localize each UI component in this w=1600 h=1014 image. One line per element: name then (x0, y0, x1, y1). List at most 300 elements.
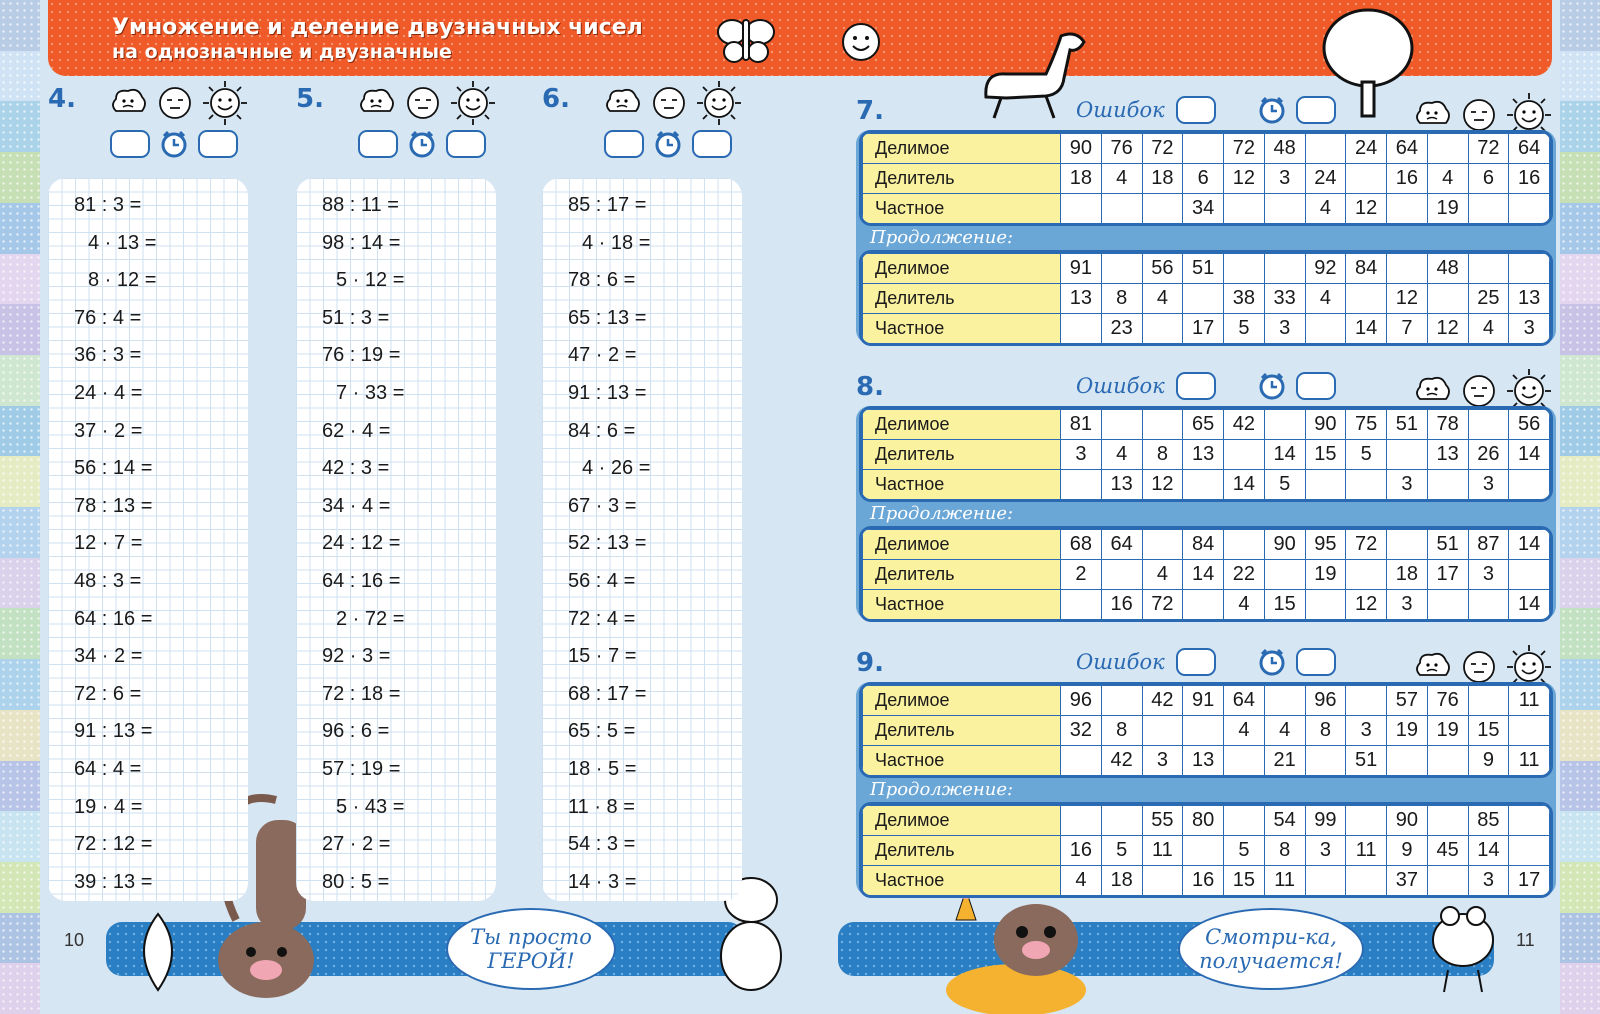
left-decorative-stripe (0, 0, 40, 1014)
exercise-4-time-slot[interactable] (198, 130, 238, 158)
neutral-face-icon[interactable] (1462, 98, 1496, 132)
equation: 84 : 6 = (568, 419, 636, 442)
value-cell: 13 (1061, 284, 1102, 314)
exercise-number: 5. (296, 84, 324, 114)
answer-cell[interactable] (1387, 530, 1428, 560)
value-cell: 12 (1346, 194, 1387, 224)
value-cell: 72 (1142, 134, 1183, 164)
answer-cell[interactable] (1346, 284, 1387, 314)
equation: 4 · 13 = (88, 231, 157, 254)
answer-cell[interactable] (1305, 746, 1346, 776)
stripe-segment (0, 101, 40, 152)
equation: 62 · 4 = (322, 419, 391, 442)
answer-cell[interactable] (1346, 806, 1387, 836)
value-cell: 64 (1224, 686, 1265, 716)
value-cell: 5 (1346, 440, 1387, 470)
value-cell: 80 (1183, 806, 1224, 836)
value-cell: 24 (1305, 164, 1346, 194)
equation: 42 : 3 = (322, 457, 390, 480)
value-cell: 3 (1305, 836, 1346, 866)
cloud-face-icon[interactable] (356, 85, 396, 121)
stripe-segment (0, 761, 40, 812)
value-cell: 90 (1264, 530, 1305, 560)
value-cell: 13 (1183, 440, 1224, 470)
stripe-segment (1560, 406, 1600, 457)
timer-wrapper (1258, 372, 1286, 404)
value-cell: 4 (1468, 314, 1509, 344)
sun-face-icon[interactable] (450, 80, 496, 126)
answer-cell[interactable] (1346, 560, 1387, 590)
alarm-clock-icon (408, 130, 436, 158)
answer-cell[interactable] (1183, 716, 1224, 746)
value-cell: 42 (1101, 746, 1142, 776)
row-label: Делимое (863, 134, 1061, 164)
value-cell: 8 (1305, 716, 1346, 746)
value-cell: 22 (1224, 560, 1265, 590)
answer-cell[interactable] (1183, 470, 1224, 500)
stripe-segment (0, 963, 40, 1014)
value-cell: 64 (1387, 134, 1428, 164)
equation: 8 · 12 = (88, 269, 157, 292)
timer-wrapper (1258, 648, 1286, 680)
value-cell: 16 (1509, 164, 1550, 194)
stripe-segment (1560, 558, 1600, 609)
answer-cell[interactable] (1387, 746, 1428, 776)
answer-cell[interactable] (1224, 806, 1265, 836)
answer-cell[interactable] (1509, 470, 1550, 500)
equation: 18 · 5 = (568, 758, 637, 780)
value-cell: 34 (1183, 194, 1224, 224)
value-cell: 51 (1183, 254, 1224, 284)
value-cell: 91 (1183, 686, 1224, 716)
value-cell: 15 (1264, 590, 1305, 620)
answer-cell[interactable] (1468, 410, 1509, 440)
equation: 72 : 12 = (74, 833, 153, 856)
answer-cell[interactable] (1427, 806, 1468, 836)
answer-cell[interactable] (1101, 254, 1142, 284)
value-cell: 3 (1061, 440, 1102, 470)
value-cell: 75 (1346, 410, 1387, 440)
value-cell: 96 (1061, 686, 1102, 716)
bottom-band-right (838, 922, 1494, 976)
value-cell: 3 (1264, 314, 1305, 344)
equation: 12 · 7 = (74, 532, 143, 555)
time-slot[interactable] (1296, 372, 1336, 400)
bubble-right-line-1: Смотри-ка, (1205, 925, 1337, 949)
row-label: Частное (863, 746, 1061, 776)
answer-cell[interactable] (1427, 284, 1468, 314)
answer-cell[interactable] (1305, 134, 1346, 164)
answer-cell[interactable] (1264, 194, 1305, 224)
exercise-6-time-slot[interactable] (692, 130, 732, 158)
value-cell: 33 (1264, 284, 1305, 314)
continuation-label: Продолжение: (870, 503, 1014, 524)
equation: 37 · 2 = (74, 419, 143, 442)
table-part1 (859, 406, 1553, 502)
value-cell: 12 (1346, 590, 1387, 620)
row-label: Делитель (863, 284, 1061, 314)
value-cell: 14 (1509, 590, 1550, 620)
cloud-face-icon[interactable] (1412, 97, 1452, 133)
leaf-icon (128, 910, 188, 994)
value-cell: 12 (1142, 470, 1183, 500)
cloud-face-icon[interactable] (602, 85, 642, 121)
value-cell: 19 (1305, 560, 1346, 590)
value-cell: 4 (1061, 866, 1102, 896)
answer-cell[interactable] (1509, 254, 1550, 284)
neutral-face-icon[interactable] (1462, 650, 1496, 684)
value-cell: 19 (1427, 194, 1468, 224)
errors-label: Ошибок (1076, 98, 1165, 122)
stripe-segment (1560, 710, 1600, 761)
answer-cell[interactable] (1224, 440, 1265, 470)
neutral-face-icon[interactable] (1462, 374, 1496, 408)
time-slot[interactable] (1296, 96, 1336, 124)
exercise-5-errors-slot[interactable] (358, 130, 398, 158)
equation: 72 : 4 = (568, 607, 636, 630)
equation: 65 : 5 = (568, 720, 636, 743)
value-cell: 4 (1305, 284, 1346, 314)
stripe-segment (0, 456, 40, 507)
answer-cell[interactable] (1305, 590, 1346, 620)
value-cell: 12 (1427, 314, 1468, 344)
equation: 64 : 4 = (74, 758, 142, 780)
value-cell: 18 (1387, 560, 1428, 590)
value-cell: 16 (1387, 164, 1428, 194)
answer-cell[interactable] (1387, 194, 1428, 224)
value-cell: 4 (1142, 284, 1183, 314)
stripe-segment (0, 203, 40, 254)
answer-cell[interactable] (1387, 440, 1428, 470)
value-cell: 4 (1224, 716, 1265, 746)
answer-cell[interactable] (1224, 530, 1265, 560)
value-cell: 17 (1427, 560, 1468, 590)
answer-cell[interactable] (1427, 866, 1468, 896)
value-cell: 57 (1387, 686, 1428, 716)
value-cell: 87 (1468, 530, 1509, 560)
page-title (112, 16, 643, 64)
value-cell: 11 (1142, 836, 1183, 866)
equation: 34 · 4 = (322, 494, 391, 517)
value-cell: 8 (1264, 836, 1305, 866)
equation: 4 · 18 = (582, 231, 651, 254)
equation: 81 : 3 = (74, 194, 142, 216)
butterfly-icon (716, 6, 776, 68)
equation: 5 · 43 = (336, 795, 405, 818)
equation: 51 : 3 = (322, 306, 390, 329)
value-cell: 14 (1346, 314, 1387, 344)
row-label: Частное (863, 866, 1061, 896)
equation: 72 : 6 = (74, 682, 142, 705)
table-frame (856, 406, 1556, 620)
answer-cell[interactable] (1101, 560, 1142, 590)
answer-cell[interactable] (1346, 470, 1387, 500)
alarm-clock-icon (160, 130, 188, 158)
stripe-segment (0, 558, 40, 609)
answer-cell[interactable] (1183, 590, 1224, 620)
value-cell: 19 (1387, 716, 1428, 746)
stripe-segment (0, 406, 40, 457)
value-cell: 9 (1468, 746, 1509, 776)
answer-cell[interactable] (1509, 836, 1550, 866)
value-cell: 3 (1387, 590, 1428, 620)
value-cell: 42 (1224, 410, 1265, 440)
value-cell: 8 (1142, 440, 1183, 470)
value-cell: 4 (1305, 194, 1346, 224)
value-cell: 17 (1509, 866, 1550, 896)
stripe-segment (1560, 659, 1600, 710)
answer-cell[interactable] (1427, 746, 1468, 776)
equation: 78 : 6 = (568, 269, 636, 292)
stripe-segment (1560, 608, 1600, 659)
answer-cell[interactable] (1142, 530, 1183, 560)
answer-cell[interactable] (1224, 254, 1265, 284)
exercise-number: 9. (856, 648, 884, 678)
equation: 52 : 13 = (568, 532, 647, 555)
stripe-segment (1560, 355, 1600, 406)
equation: 92 · 3 = (322, 645, 391, 668)
answer-cell[interactable] (1305, 314, 1346, 344)
value-cell: 3 (1142, 746, 1183, 776)
equation: 76 : 4 = (74, 306, 142, 329)
value-cell: 4 (1101, 440, 1142, 470)
answer-cell[interactable] (1427, 470, 1468, 500)
table-part2 (859, 526, 1553, 622)
value-cell: 16 (1061, 836, 1102, 866)
answer-cell[interactable] (1224, 746, 1265, 776)
stripe-segment (1560, 101, 1600, 152)
answer-cell[interactable] (1468, 590, 1509, 620)
neutral-face-icon[interactable] (406, 86, 440, 120)
value-cell: 72 (1346, 530, 1387, 560)
answer-cell[interactable] (1061, 806, 1102, 836)
sun-face-icon[interactable] (202, 80, 248, 126)
value-cell: 3 (1468, 560, 1509, 590)
encouragement-bubble-left (446, 908, 616, 990)
value-cell: 8 (1101, 716, 1142, 746)
equation: 80 : 5 = (322, 870, 390, 893)
answer-cell[interactable] (1224, 194, 1265, 224)
stripe-segment (0, 811, 40, 862)
answer-cell[interactable] (1142, 194, 1183, 224)
answer-cell[interactable] (1061, 314, 1102, 344)
table-part2 (859, 802, 1553, 898)
equation: 64 : 16 = (74, 607, 153, 630)
value-cell: 13 (1509, 284, 1550, 314)
row-label: Делитель (863, 716, 1061, 746)
value-cell: 7 (1387, 314, 1428, 344)
answer-cell[interactable] (1346, 164, 1387, 194)
continuation-label: Продолжение: (870, 227, 1014, 248)
answer-cell[interactable] (1305, 866, 1346, 896)
value-cell: 4 (1264, 716, 1305, 746)
page-number-left: 10 (64, 930, 85, 950)
page-number-right: 11 (1516, 930, 1535, 950)
answer-cell[interactable] (1509, 806, 1550, 836)
answer-cell[interactable] (1387, 254, 1428, 284)
value-cell: 4 (1101, 164, 1142, 194)
value-cell: 5 (1264, 470, 1305, 500)
equation: 36 : 3 = (74, 344, 142, 367)
row-label: Делимое (863, 530, 1061, 560)
row-label: Частное (863, 470, 1061, 500)
stripe-segment (0, 51, 40, 102)
value-cell: 4 (1142, 560, 1183, 590)
errors-label: Ошибок (1076, 374, 1165, 398)
answer-cell[interactable] (1427, 134, 1468, 164)
value-cell: 14 (1509, 440, 1550, 470)
stripe-segment (1560, 254, 1600, 305)
value-cell: 23 (1101, 314, 1142, 344)
value-cell: 32 (1061, 716, 1102, 746)
exercise-4-errors-slot[interactable] (110, 130, 150, 158)
cloud-face-icon[interactable] (108, 85, 148, 121)
answer-cell[interactable] (1264, 560, 1305, 590)
value-cell: 3 (1468, 470, 1509, 500)
errors-count-slot[interactable] (1176, 648, 1216, 676)
answer-cell[interactable] (1061, 590, 1102, 620)
neutral-face-icon[interactable] (158, 86, 192, 120)
value-cell: 64 (1101, 530, 1142, 560)
stripe-segment (0, 710, 40, 761)
value-cell: 26 (1468, 440, 1509, 470)
value-cell: 19 (1427, 716, 1468, 746)
answer-cell[interactable] (1264, 254, 1305, 284)
answer-cell[interactable] (1101, 686, 1142, 716)
stripe-segment (0, 254, 40, 305)
answer-cell[interactable] (1264, 686, 1305, 716)
answer-cell[interactable] (1142, 314, 1183, 344)
value-cell: 90 (1305, 410, 1346, 440)
value-cell: 13 (1183, 746, 1224, 776)
answer-cell[interactable] (1142, 410, 1183, 440)
cloud-face-icon[interactable] (1412, 373, 1452, 409)
answer-cell[interactable] (1183, 134, 1224, 164)
neutral-face-icon[interactable] (652, 86, 686, 120)
equation: 91 : 13 = (568, 382, 647, 404)
value-cell: 5 (1224, 314, 1265, 344)
answer-cell[interactable] (1183, 836, 1224, 866)
exercise-5-mood-icons (356, 80, 496, 126)
value-cell: 11 (1509, 686, 1550, 716)
bubble-right-line-2: получается! (1199, 949, 1343, 973)
value-cell: 68 (1061, 530, 1102, 560)
exercise-6-errors-slot[interactable] (604, 130, 644, 158)
equation: 24 : 12 = (322, 532, 401, 555)
answer-cell[interactable] (1468, 254, 1509, 284)
stripe-segment (0, 862, 40, 913)
value-cell: 14 (1264, 440, 1305, 470)
stripe-segment (1560, 507, 1600, 558)
answer-cell[interactable] (1061, 194, 1102, 224)
answer-cell[interactable] (1427, 590, 1468, 620)
equation: 67 · 3 = (568, 494, 637, 517)
answer-cell[interactable] (1468, 686, 1509, 716)
answer-cell[interactable] (1142, 716, 1183, 746)
alarm-clock-icon (1258, 96, 1286, 124)
answer-cell[interactable] (1183, 284, 1224, 314)
stripe-segment (1560, 963, 1600, 1014)
stripe-segment (0, 659, 40, 710)
value-cell: 14 (1183, 560, 1224, 590)
value-cell: 92 (1305, 254, 1346, 284)
value-cell: 78 (1427, 410, 1468, 440)
answer-cell[interactable] (1101, 194, 1142, 224)
equation: 76 : 19 = (322, 344, 401, 367)
answer-cell[interactable] (1305, 470, 1346, 500)
answer-cell[interactable] (1101, 410, 1142, 440)
stripe-segment (0, 608, 40, 659)
answer-cell[interactable] (1061, 470, 1102, 500)
value-cell: 18 (1101, 866, 1142, 896)
value-cell: 99 (1305, 806, 1346, 836)
cloud-face-icon[interactable] (1412, 649, 1452, 685)
answer-cell[interactable] (1509, 716, 1550, 746)
answer-cell[interactable] (1142, 866, 1183, 896)
stripe-segment (1560, 152, 1600, 203)
value-cell: 91 (1061, 254, 1102, 284)
time-slot[interactable] (1296, 648, 1336, 676)
answer-cell[interactable] (1264, 410, 1305, 440)
equation: 2 · 72 = (336, 607, 405, 630)
equation: 64 : 16 = (322, 570, 401, 592)
value-cell: 4 (1427, 164, 1468, 194)
exercise-5-answer-slots (358, 130, 486, 158)
equation: 98 : 14 = (322, 231, 401, 254)
answer-cell[interactable] (1468, 194, 1509, 224)
value-cell: 48 (1264, 134, 1305, 164)
timer-wrapper (1258, 96, 1286, 128)
equation: 72 : 18 = (322, 682, 401, 705)
equation: 56 : 4 = (568, 570, 636, 592)
answer-cell[interactable] (1509, 194, 1550, 224)
answer-cell[interactable] (1101, 806, 1142, 836)
value-cell: 11 (1264, 866, 1305, 896)
answer-cell[interactable] (1346, 686, 1387, 716)
value-cell: 3 (1346, 716, 1387, 746)
equation: 57 : 19 = (322, 758, 401, 780)
value-cell: 65 (1183, 410, 1224, 440)
row-label: Частное (863, 314, 1061, 344)
answer-cell[interactable] (1061, 746, 1102, 776)
value-cell: 42 (1142, 686, 1183, 716)
value-cell: 56 (1509, 410, 1550, 440)
answer-cell[interactable] (1509, 560, 1550, 590)
value-cell: 72 (1142, 590, 1183, 620)
value-cell: 72 (1224, 134, 1265, 164)
value-cell: 54 (1264, 806, 1305, 836)
value-cell: 56 (1142, 254, 1183, 284)
value-cell: 84 (1346, 254, 1387, 284)
bubble-left-line-1: Ты просто (470, 925, 592, 949)
value-cell: 21 (1264, 746, 1305, 776)
row-label: Делимое (863, 686, 1061, 716)
equation: 34 · 2 = (74, 645, 143, 668)
answer-cell[interactable] (1346, 866, 1387, 896)
errors-count-slot[interactable] (1176, 96, 1216, 124)
value-cell: 12 (1387, 284, 1428, 314)
equation: 4 · 26 = (582, 457, 651, 480)
exercise-6-answer-slots (604, 130, 732, 158)
value-cell: 24 (1346, 134, 1387, 164)
value-cell: 72 (1468, 134, 1509, 164)
errors-count-slot[interactable] (1176, 372, 1216, 400)
value-cell: 13 (1101, 470, 1142, 500)
sun-face-icon[interactable] (696, 80, 742, 126)
value-cell: 5 (1101, 836, 1142, 866)
exercise-5-time-slot[interactable] (446, 130, 486, 158)
stripe-segment (1560, 862, 1600, 913)
